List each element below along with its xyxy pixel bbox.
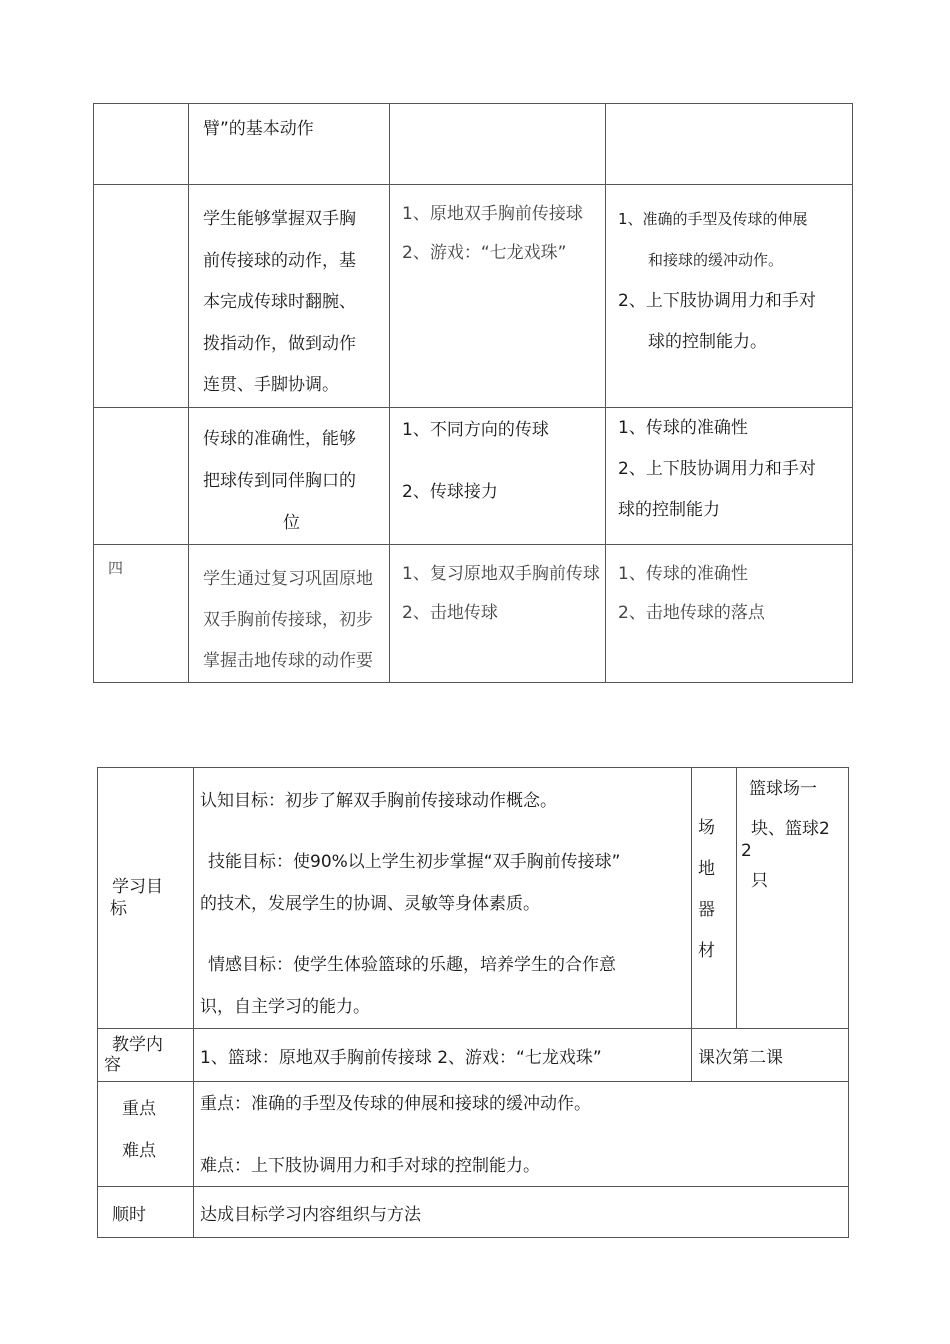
venue-cell: 篮球场一 块、篮球2 2 只 [737, 768, 849, 1029]
keypoints-cell [606, 104, 853, 185]
content-cell: 1、原地双手胸前传接球 2、游戏：“七龙戏珠” [390, 185, 606, 408]
lesson-cell [94, 104, 189, 185]
table-row [94, 185, 853, 408]
table-row [94, 544, 853, 682]
lesson-number-cell: 课次第二课 [692, 1029, 849, 1082]
content-cell [390, 104, 606, 185]
content-label-cell: 教学内 容 [98, 1029, 194, 1082]
keypoints-cell: 1、传球的准确性 2、击地传球的落点 [606, 544, 853, 682]
order-header-cell: 达成目标学习内容组织与方法 [194, 1187, 849, 1238]
table-row [94, 104, 853, 185]
lesson-info-table [97, 767, 849, 1238]
table-row [98, 1187, 849, 1238]
keypoints-cell: 1、传球的准确性 2、上下肢协调用力和手对 球的控制能力 [606, 407, 853, 544]
keypoints-cell: 1、准确的手型及传球的伸展 和接球的缓冲动作。 2、上下肢协调用力和手对 球的控制能力。 [606, 185, 853, 408]
content-cell: 1、不同方向的传球 2、传球接力 [390, 407, 606, 544]
goals-cell: 认知目标：初步了解双手胸前传接球动作概念。 技能目标：使90%以上学生初步掌握“双手胸前传接球” 的技术，发展学生的协调、灵敏等身体素质。 情感目标：使学生体验篮球的乐趣，培养学生的合作意 识，自主学习的能力。 [194, 768, 692, 1029]
objective-cell: 学生能够掌握双手胸 前传接球的动作，基 本完成传球时翻腕、 拨指动作，做到动作 连贯、手脚协调。 [189, 185, 390, 408]
objective-cell: 臂”的基本动作 [189, 104, 390, 185]
goals-label-cell: 学习目 标 [98, 768, 194, 1029]
objective-cell: 学生通过复习巩固原地 双手胸前传接球，初步 掌握击地传球的动作要 [189, 544, 390, 682]
table-row [98, 1082, 849, 1187]
order-label-cell: 顺时 [98, 1187, 194, 1238]
lesson-cell [94, 185, 189, 408]
table-row [98, 1029, 849, 1082]
objective-cell: 传球的准确性，能够 把球传到同伴胸口的 位 [189, 407, 390, 544]
table-row [98, 768, 849, 1029]
lesson-cell: 四 [94, 544, 189, 682]
content-cell: 1、复习原地双手胸前传球 2、击地传球 [390, 544, 606, 682]
key-label-cell: 重点 难点 [98, 1082, 194, 1187]
lesson-plan-table [93, 103, 853, 683]
venue-label-cell: 场 地 器 材 [692, 768, 737, 1029]
key-cell: 重点：准确的手型及传球的伸展和接球的缓冲动作。 难点：上下肢协调用力和手对球的控制能力。 [194, 1082, 849, 1187]
content-cell: 1、篮球：原地双手胸前传接球 2、游戏：“七龙戏珠” [194, 1029, 692, 1082]
lesson-cell [94, 407, 189, 544]
table-row [94, 407, 853, 544]
